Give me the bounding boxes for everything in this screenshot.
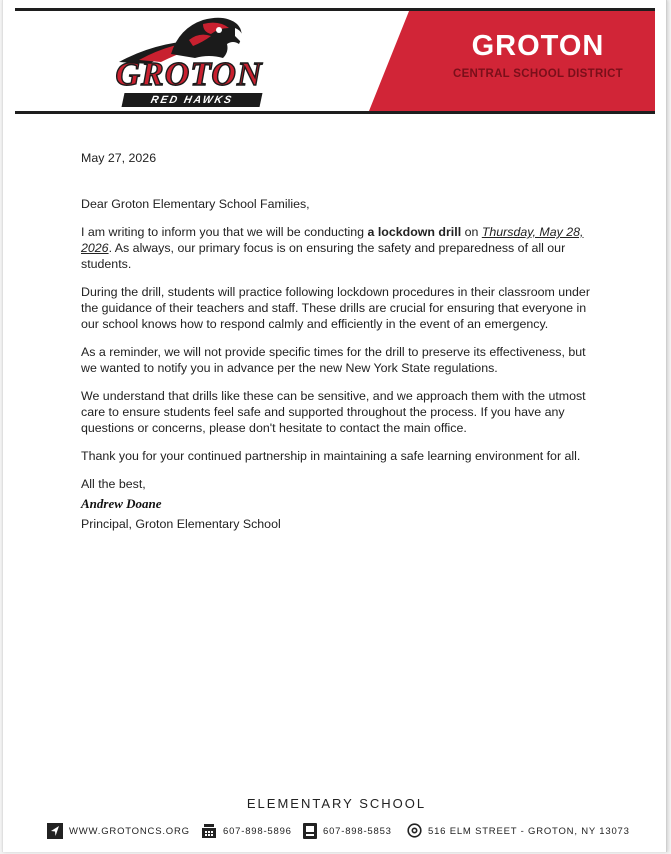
paragraph-1 [81,224,601,272]
paragraph-5: Thank you for your continued partnership in maintaining a safe learning environment for all. [81,449,581,463]
paragraph-3: As a reminder, we will not provide specific times for the drill to preserve its effectiveness, but we wanted to notify you in advance per the new New York State regulations. [81,345,586,375]
drill-date: Thursday, May 28, 2026 [81,225,584,255]
paragraph-4: We understand that drills like these can be sensitive, and we approach them with the utmost care to ensure students feel safe and supported throughout the process. If you have any questions or concerns, please don't hesitate to contact the main office. [81,389,586,435]
address-text: 516 ELM STREET - GROTON, NY 13073 [428,825,630,837]
location-pin-icon [407,823,422,839]
footer-phone [201,822,292,840]
letter-body [81,150,601,544]
footer-contact [47,822,647,840]
p1-bold: a lockdown drill [367,225,462,239]
p1-rest: . As always, our primary focus is on ensuring the safety and preparedness of all our students. [81,241,566,271]
signature: Andrew Doane [81,496,162,511]
p1-intro: I am writing to inform you that we will be conducting [81,225,368,239]
footer-website[interactable] [47,822,190,840]
footer-title: ELEMENTARY SCHOOL [246,796,427,811]
closing: All the best, [81,477,146,491]
salutation: Dear Groton Elementary School Families, [81,197,310,211]
footer-fax [303,822,392,840]
logo-subtitle: RED HAWKS [122,93,263,107]
district-name: GROTON [471,30,605,62]
signer-title: Principal, Groton Elementary School [81,517,281,531]
letter-date: May 27, 2026 [81,151,157,165]
letter-page [2,0,667,852]
p1-on: on [461,225,482,239]
paragraph-2: During the drill, students will practice following lockdown procedures in their classroom under the guidance of their teachers and staff. These drills are crucial for ensuring that everyone in our school knows how to respond calmly and efficiently in the event of an emergency. [81,285,590,331]
logo-wordmark: GROTON [115,56,263,93]
district-subtitle: CENTRAL SCHOOL DISTRICT [452,68,624,80]
fax-icon [303,823,317,839]
website-text: WWW.GROTONCS.ORG [69,825,190,837]
phone-text: 607-898-5896 [223,825,292,837]
cursor-arrow-icon [47,823,63,839]
fax-text: 607-898-5853 [323,825,392,837]
header-bottom-rule [15,111,655,114]
phone-icon [201,823,217,839]
footer-address [407,822,630,840]
